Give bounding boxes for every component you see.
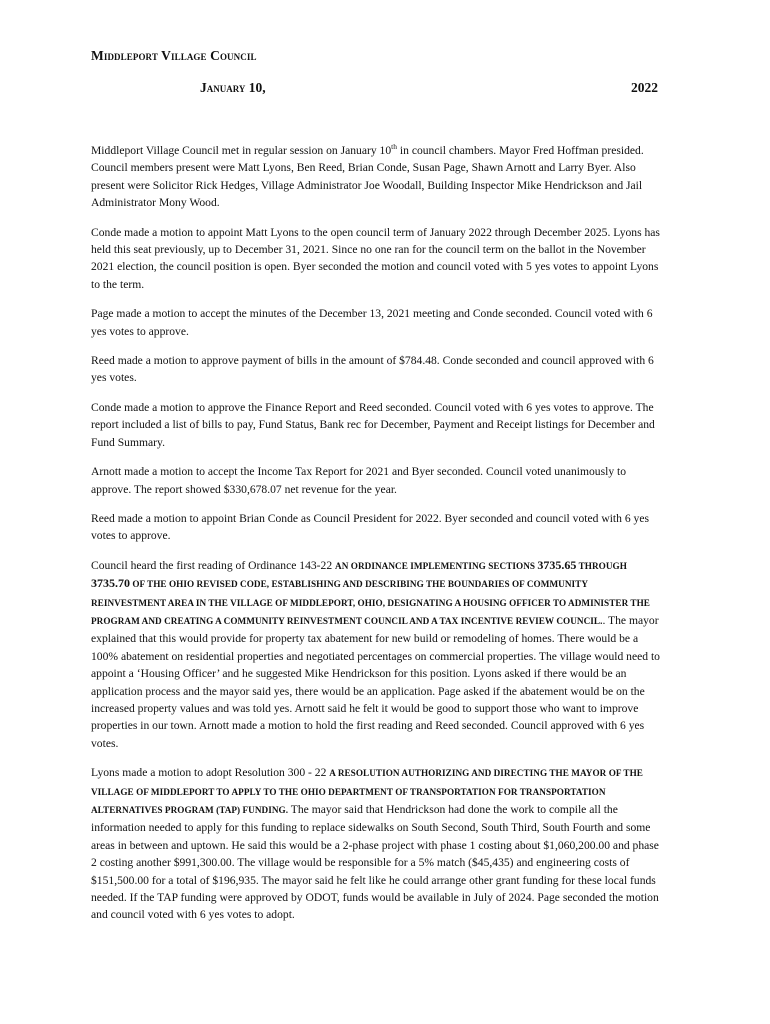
section-number: 3735.65 xyxy=(537,557,577,572)
paragraph-text: in council chambers. Mayor Fred Hoffman presided. Council members present were Matt Lyons, Ben Reed, Brian Conde, Susan Page, Shawn Arnott and Larry Byer. Also present were Solicitor Rick Hedges, Village Administrator Joe Woodall, Building Inspector Mike Hendrickson and Jail Administrator Mony Wood. xyxy=(91,144,644,210)
resolution-title: A RESOLUTION AUTHORIZING AND DIRECTING THE MAYOR OF THE VILLAGE OF MIDDLEPORT TO APPLY TO THE OHIO DEPARTMENT OF TRANSPORTATION FOR TRANSPORTATION ALTERNATIVES PROGRAM (TAP) FUNDING. xyxy=(91,768,643,815)
paragraph-text: Council heard the first reading of Ordinance 143-22 xyxy=(91,558,336,572)
document-title: Middleport Village Council xyxy=(91,48,257,63)
meeting-date: January 10, xyxy=(200,80,266,95)
paragraph-text: The mayor said that Hendrickson had done the work to compile all the information needed to apply for this funding to replace sidewalks on South Second, South Third, South Fourth and some areas in between and uptown. He said this would be a 2-phase project with phase 1 costing about $1,060,200.00 and phase 2 costing another $991,300.00. The village would be responsible for a 5% match ($45,435) and engineering costs of $151,500.00 for a total of $196,935. The mayor said he felt like he could arrange other grant funding for these local funds needed. If the TAP funding were approved by ODOT, funds would be available in July of 2024. Page seconded the motion and council voted with 6 yes votes to adopt. xyxy=(91,803,659,922)
section-number: 3735.70 xyxy=(91,576,130,591)
ordinance-title: AN ORDINANCE IMPLEMENTING SECTIONS xyxy=(335,560,538,571)
ordinance-title: THROUGH xyxy=(576,560,627,571)
paragraph-minutes-approval: Page made a motion to accept the minutes of the December 13, 2021 meeting and Conde seconded. Council voted with 6 yes votes to approve. xyxy=(91,307,653,338)
paragraph-ordinance xyxy=(91,557,661,752)
paragraph-income-tax-report: Arnott made a motion to accept the Income Tax Report for 2021 and Byer seconded. Council voted unanimously to approve. The report showed $330,678.07 net revenue for the year. xyxy=(91,465,627,496)
paragraph-resolution xyxy=(91,764,661,924)
minutes-body xyxy=(91,142,661,936)
paragraph-council-appointment: Conde made a motion to appoint Matt Lyons to the open council term of January 2022 through December 2025. Lyons has held this seat previously, up to December 31, 2021. Since no one ran for the council term on the ballot in the November 2021 election, the council position is open. Byer seconded the motion and council voted with 5 yes votes to appoint Lyons to the term. xyxy=(91,225,660,291)
paragraph-attendance xyxy=(91,142,661,212)
paragraph-finance-report: Conde made a motion to approve the Finance Report and Reed seconded. Council voted with 6 yes votes to approve. The report included a list of bills to pay, Fund Status, Bank rec for December, Payment and Receipt listings for December and Fund Summary. xyxy=(91,400,655,449)
paragraph-text: Lyons made a motion to adopt Resolution 300 - 22 xyxy=(91,766,330,780)
paragraph-council-president: Reed made a motion to appoint Brian Conde as Council President for 2022. Byer seconded and council voted with 6 yes votes to approve. xyxy=(91,511,649,543)
meeting-year: 2022 xyxy=(631,80,658,95)
ordinance-title: OF THE OHIO REVISED CODE, ESTABLISHING AND DESCRIBING THE BOUNDARIES OF COMMUNITY REINVESTMENT AREA IN THE VILLAGE OF MIDDLEPORT, OHIO, DESIGNATING A HOUSING OFFICER TO ADMINISTER THE PROGRAM AND CREATING A COMMUNITY REINVESTMENT COUNCIL AND A TAX INCENTIVE REVIEW COUNCIL. xyxy=(91,579,650,626)
ordinal-suffix: th xyxy=(391,142,397,152)
paragraph-text: . The mayor explained that this would provide for property tax abatement for new build or remodeling of homes. There would be a 100% abatement on residential properties and negotiated percentages on commercial properties. The village would need to appoint a ‘Housing Officer’ and he suggested Mike Hendrickson for this position. Lyons asked if there would be an application process and the mayor said yes, there would be an application. Page asked if the abatement would be on the increased property values and was told yes. Arnott said he felt it would be good to support those who want to improve properties in our town. Arnott made a motion to hold the first reading and Reed seconded. Council approved with 6 yes votes. xyxy=(91,613,660,750)
paragraph-text: Middleport Village Council met in regular session on January 10 xyxy=(91,144,392,157)
paragraph-bills-payment: Reed made a motion to approve payment of bills in the amount of $784.48. Conde seconded and council approved with 6 yes votes. xyxy=(91,354,654,385)
